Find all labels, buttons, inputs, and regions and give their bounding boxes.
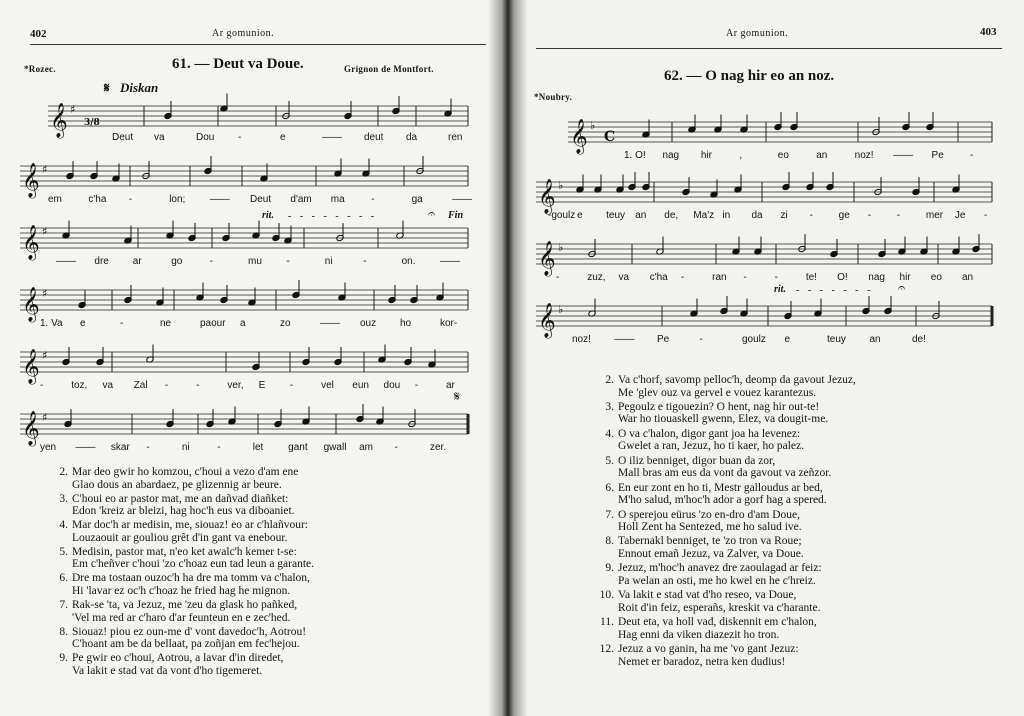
- lyric-syllable: goulz: [742, 334, 766, 345]
- fin-marking: Fin: [448, 210, 464, 221]
- lyric-syllable: skar: [110, 442, 130, 453]
- lyric-syllable: ne: [160, 318, 172, 329]
- lyric-syllable: Deut: [250, 194, 272, 205]
- stanza-line: [50, 652, 283, 665]
- stanza-line: [596, 643, 799, 656]
- tune-name: *Noubry.: [534, 92, 573, 102]
- header-rule: [30, 44, 486, 45]
- lyric-syllable: ——: [452, 194, 472, 205]
- stanza-line: Pa welan an osti, me ho kwel en he c'hreiz.: [618, 574, 816, 587]
- lyric-syllable: zer.: [430, 442, 447, 453]
- stanza: [50, 626, 306, 651]
- stanza: [596, 482, 827, 507]
- stanza-text: Jezuz a vo ganin, ha me 'vo gant Jezuz:: [618, 643, 799, 655]
- lyric-syllable: ver,: [227, 380, 244, 391]
- sharp-icon: ♯: [70, 103, 76, 116]
- lyric-syllable: an: [635, 210, 647, 221]
- music-staff-2: [20, 160, 468, 196]
- lyric-syllable: dre: [94, 256, 109, 267]
- music-staff-6: [20, 408, 468, 444]
- stanza-number: 9.: [59, 652, 68, 665]
- stanza-line: [50, 626, 306, 639]
- stanza-number: 10.: [599, 589, 614, 602]
- stanza-line: [596, 482, 827, 495]
- stanza-text: Va c'horf, savomp pelloc'h, deomp da gavout Jezuz,: [618, 374, 856, 386]
- stanza-number: 2.: [605, 374, 614, 386]
- stanza-line: [50, 599, 297, 612]
- lyric-syllable: lon;: [169, 194, 186, 205]
- lyric-syllable: ouz: [360, 318, 377, 329]
- lyric-syllable: gwall: [323, 442, 347, 453]
- stanza: [596, 455, 831, 480]
- sharp-icon: ♯: [42, 225, 48, 238]
- lyric-syllable: kor-: [440, 318, 458, 329]
- stanza-line: Mall bras am eus da vont da gavout va zeñzor.: [618, 467, 832, 480]
- lyric-syllable: let: [252, 442, 264, 453]
- stanza-line: War ho tiouaskell gwenn, Elez, va dougit-me.: [618, 413, 829, 426]
- lyric-syllable: am: [359, 442, 373, 453]
- lyric-syllable: Deut: [112, 132, 134, 143]
- lyric-syllable: da: [406, 132, 418, 143]
- lyric-syllable: -: [774, 272, 778, 283]
- lyric-syllable: de,: [664, 210, 679, 221]
- lyric-syllable: 1. O!: [624, 150, 646, 161]
- stanza-line: 'Vel ma red ar c'haro d'ar feunteun en e zec'hed.: [72, 611, 291, 624]
- lyric-syllable: ——: [320, 318, 340, 329]
- stanza-number: 3.: [59, 492, 68, 505]
- lyric-syllable: ——: [440, 256, 460, 267]
- stanza-text: Tabernakl benniget, te 'zo tron va Roue;: [618, 535, 802, 548]
- sharp-icon: ♯: [42, 163, 48, 176]
- lyric-syllable: -: [699, 334, 703, 345]
- lyric-syllable: -goulz: [548, 210, 576, 221]
- lyric-syllable: dou: [383, 380, 401, 391]
- lyric-syllable: -: [146, 442, 150, 453]
- stanza: [50, 493, 295, 518]
- stanza-line: [596, 562, 822, 575]
- treble-clef-icon: 𝄞: [570, 119, 588, 154]
- lyric-syllable: on.: [401, 256, 416, 267]
- lyric-syllable: nag: [868, 272, 885, 283]
- stanza-line: [596, 589, 820, 602]
- stanza-number: 8.: [59, 625, 68, 638]
- lyric-syllable: ——: [893, 150, 914, 161]
- lyric-syllable: noz!: [854, 150, 874, 161]
- lyric-syllable: paour: [200, 318, 226, 329]
- lyric-syllable: Pe: [931, 150, 944, 161]
- treble-clef-icon: 𝄞: [22, 225, 40, 260]
- stanza-text: Rak-se 'ta, va Jezuz, me 'zeu da glask ho pañked,: [72, 599, 298, 611]
- lyric-syllable: ga: [411, 194, 423, 205]
- lyric-syllable: ——: [75, 442, 96, 453]
- stanza-text: O iliz benniget, digor buan da zor,: [618, 454, 776, 467]
- lyric-syllable: eo: [930, 272, 942, 283]
- stanza-line: [596, 374, 856, 387]
- music-staff-1: [48, 100, 468, 136]
- lyric-syllable: e: [80, 318, 86, 329]
- lyric-syllable: -: [809, 210, 813, 221]
- stanza-text: Va lakit e stad vat d'ho reseo, va Doue,: [618, 589, 797, 602]
- stanza-line: [50, 466, 298, 479]
- segno-icon: 𝄋: [454, 390, 461, 405]
- lyric-syllable: vel: [321, 380, 334, 391]
- lyric-syllable: em: [48, 194, 62, 205]
- music-staff-2: [536, 176, 992, 212]
- lyric-syllable: mer: [925, 210, 944, 221]
- stanza-line: [50, 519, 308, 532]
- stanza-text: O va c'halon, digor gant joa ha levenez:: [618, 427, 801, 440]
- lyric-syllable: va: [618, 272, 630, 283]
- lyric-syllable: gant: [288, 442, 308, 453]
- lyric-syllable: -: [680, 272, 685, 283]
- lyric-syllable: ar: [132, 256, 142, 267]
- lyric-syllable: Pe: [657, 334, 670, 345]
- time-signature: 3/8: [84, 118, 100, 128]
- lyric-syllable: d'am: [290, 194, 312, 205]
- lyric-syllable: zuz,: [587, 272, 606, 283]
- lyric-syllable: yen: [40, 442, 57, 453]
- rit-dashes: - - - - - - -: [796, 285, 874, 296]
- lyric-syllable: noz!: [572, 334, 591, 345]
- stanza: [596, 509, 802, 534]
- stanza-number: 8.: [605, 535, 614, 548]
- music-staff-5: [20, 346, 468, 382]
- header-rule: [536, 48, 1002, 49]
- stanza-line: Edon 'kreiz ar bleizi, hag hoc'h eus va diboaniet.: [72, 505, 295, 518]
- segno-icon: 𝄋: [104, 80, 110, 95]
- stanza-line: [596, 428, 804, 441]
- stanza-line: Va lakit e stad vat da vont d'ho tigemeret.: [72, 664, 263, 677]
- lyric-syllable: e: [784, 334, 791, 345]
- treble-clef-icon: 𝄞: [22, 349, 40, 384]
- lyric-syllable: ——: [209, 194, 230, 205]
- hymn-title: 61. — Deut va Doue.: [172, 56, 304, 72]
- lyric-syllable: -: [556, 272, 560, 283]
- lyric-syllable: c'ha: [88, 194, 107, 205]
- lyric-syllable: -: [128, 194, 133, 205]
- stanza-number: 7.: [605, 508, 614, 521]
- stanza-number: 9.: [605, 562, 614, 575]
- lyric-syllable: -: [120, 318, 124, 329]
- lyric-syllable: -: [896, 210, 901, 221]
- stanza-text: En eur zont en ho ti, Mestr galloudus ar bed,: [618, 481, 823, 494]
- lyric-syllable: -: [414, 380, 419, 391]
- lyric-syllable: zi: [780, 210, 788, 221]
- lyric-syllable: -: [970, 150, 974, 161]
- hymn-title: 62. — O nag hir eo an noz.: [664, 68, 835, 84]
- lyric-syllable: -: [371, 194, 375, 205]
- lyric-syllable: te!: [805, 272, 817, 283]
- stanza-number: 3.: [605, 400, 614, 413]
- page-number: 403: [980, 26, 997, 38]
- lyric-syllable: ren: [448, 132, 463, 143]
- lyric-syllable: c'ha: [649, 272, 668, 283]
- lyric-syllable: ar: [446, 380, 455, 391]
- rit-marking: rit.: [774, 284, 786, 295]
- lyric-syllable: nag: [662, 150, 680, 161]
- fermata-icon: 𝄐: [898, 280, 906, 295]
- stanza-number: 4.: [59, 519, 68, 532]
- stanza-line: Glao dous an abardaez, pe glizennig ar beure.: [72, 478, 282, 491]
- stanza: [596, 374, 856, 399]
- lyric-syllable: -: [984, 210, 988, 221]
- lyric-syllable: eo: [777, 150, 789, 161]
- lyric-syllable: -: [40, 380, 44, 391]
- page-number: 402: [30, 28, 47, 40]
- lyric-syllable: -: [164, 380, 169, 391]
- lyric-syllable: mu: [248, 256, 262, 267]
- music-staff-3: [536, 238, 992, 274]
- lyric-syllable: E: [258, 380, 266, 391]
- time-signature: C: [604, 129, 616, 145]
- stanza-text: Mar deo gwir ho komzou, c'houi a vezo d'am ene: [72, 466, 299, 478]
- lyric-syllable: Zal: [133, 380, 148, 391]
- lyric-syllable: ——: [614, 334, 635, 345]
- rit-marking: rit.: [262, 210, 274, 221]
- stanza-line: Roit d'in feiz, esperañs, kreskit va c'harante.: [618, 601, 821, 614]
- lyric-syllable: -: [196, 380, 200, 391]
- stanza-text: Deut eta, va holl vad, diskennit em c'halon,: [618, 616, 817, 629]
- stanza: [596, 535, 804, 560]
- stanza: [596, 616, 817, 641]
- stanza-number: 2.: [59, 466, 68, 478]
- lyric-syllable: ho: [400, 318, 412, 329]
- stanza: [50, 519, 308, 544]
- stanza-line: Louzaouit ar gouliou grêt d'in gant va enebour.: [72, 531, 288, 544]
- book-gutter: [488, 0, 528, 716]
- lyric-syllable: e: [577, 210, 583, 221]
- stanza-line: Me 'glev ouz va gervel e vouez karantezus.: [618, 386, 817, 399]
- stanza-line: Gwelet a ran, Jezuz, ho ti kaer, ho palez.: [618, 440, 805, 453]
- lyric-syllable: O!: [837, 272, 848, 283]
- stanza-line: C'hoant am be da bellaat, pa zoñjan em fec'hejou.: [72, 638, 300, 651]
- lyric-syllable: -: [363, 256, 367, 267]
- lyric-syllable: Dou: [196, 132, 215, 143]
- lyric-syllable: -: [238, 132, 242, 143]
- lyric-syllable: de!: [912, 334, 926, 345]
- lyric-syllable: eun: [352, 380, 369, 391]
- music-staff-1: [568, 116, 992, 152]
- stanza-line: [50, 546, 314, 559]
- lyric-syllable: deut: [364, 132, 384, 143]
- flat-icon: ♭: [558, 303, 564, 316]
- fermata-icon: 𝄐: [428, 206, 436, 221]
- stanza-line: [596, 401, 828, 414]
- stanza-text: Medisin, pastor mat, n'eo ket awalc'h kemer t-se:: [72, 545, 297, 558]
- lyric-syllable: Je: [954, 210, 966, 221]
- stanza-text: Pegoulz e tigouezin? O hent, nag hir out-te!: [618, 400, 820, 413]
- running-head: Ar gomunion.: [726, 28, 789, 39]
- stanza-text: Dre ma tostaan ouzoc'h ha dre ma tomm va c'halon,: [72, 572, 310, 585]
- lyric-syllable: a: [240, 318, 246, 329]
- stanza-line: Hag enni da viken diazezit ho tron.: [618, 628, 780, 641]
- lyric-syllable: ge: [838, 210, 850, 221]
- stanza-line: Nemet er baradoz, netra ken dudius!: [618, 655, 786, 668]
- lyric-syllable: -: [217, 442, 221, 453]
- flat-icon: ♭: [558, 179, 564, 192]
- lyric-syllable: va: [154, 132, 165, 143]
- stanza-number: 4.: [605, 427, 614, 440]
- sharp-icon: ♯: [42, 411, 48, 424]
- diskan-label: Diskan: [120, 80, 159, 95]
- stanza-line: [596, 535, 804, 548]
- lyric-syllable: e: [280, 132, 286, 143]
- music-staff-4: [536, 300, 992, 336]
- lyric-syllable: teuy: [827, 334, 846, 345]
- lyric-syllable: ran: [712, 272, 727, 283]
- flat-icon: ♭: [558, 241, 564, 254]
- stanza-text: O sperejou eürus 'zo en-dro d'am Doue,: [618, 508, 801, 521]
- treble-clef-icon: 𝄞: [22, 163, 40, 198]
- lyric-syllable: ma: [330, 194, 345, 205]
- treble-clef-icon: 𝄞: [538, 303, 556, 338]
- stanza: [50, 466, 298, 491]
- stanza-number: 11.: [600, 616, 614, 629]
- stanza: [596, 428, 804, 453]
- stanza-line: Hi 'lavar ez oc'h c'hoaz he fried hag he mignon.: [72, 584, 291, 597]
- stanza-text: Mar doc'h ar medisin, me, siouaz! eo ar c'hlañvour:: [72, 519, 308, 532]
- stanza-line: [50, 493, 295, 506]
- lyric-syllable: va: [102, 380, 114, 391]
- lyric-syllable: an: [869, 334, 881, 345]
- stanza-line: [50, 572, 310, 585]
- rit-dashes: - - - - - - - -: [288, 211, 378, 222]
- lyric-syllable: in: [722, 210, 731, 221]
- music-staff-4: [20, 284, 468, 320]
- sharp-icon: ♯: [42, 287, 48, 300]
- stanza: [596, 401, 828, 426]
- stanza-line: [596, 616, 817, 629]
- lyric-syllable: go: [171, 256, 183, 267]
- lyric-syllable: ——: [56, 256, 76, 267]
- stanza: [596, 643, 799, 668]
- stanza: [50, 572, 310, 597]
- lyric-syllable: 1. Va: [40, 318, 63, 329]
- lyric-syllable: -: [394, 442, 398, 453]
- stanza-text: Siouaz! piou ez oun-me d' vont davedoc'h, Aotrou!: [72, 625, 307, 638]
- lyric-syllable: hir: [899, 272, 911, 283]
- lyric-syllable: zo: [280, 318, 291, 329]
- stanza-number: 6.: [59, 572, 68, 585]
- lyric-syllable: -: [743, 272, 747, 283]
- stanza-line: M'ho salud, m'hoc'h ador a gorf hag a spered.: [618, 494, 827, 507]
- lyric-syllable: an: [962, 272, 974, 283]
- tune-name: *Rozec.: [24, 64, 56, 74]
- stanza: [50, 546, 314, 571]
- lyric-syllable: toz,: [71, 380, 88, 391]
- lyric-syllable: da: [751, 210, 763, 221]
- stanza-line: Ennout emañ Jezuz, va Zalver, va Doue.: [618, 547, 804, 560]
- treble-clef-icon: 𝄞: [50, 103, 68, 138]
- stanza-number: 7.: [59, 599, 68, 611]
- lyric-syllable: an: [816, 150, 828, 161]
- sharp-icon: ♯: [42, 349, 48, 362]
- stanza: [596, 589, 820, 614]
- lyric-syllable: -: [289, 380, 294, 391]
- lyric-syllable: ,: [739, 150, 743, 161]
- lyric-syllable: -: [286, 256, 290, 267]
- stanza-line: [596, 455, 831, 468]
- stanza-text: Pe gwir eo c'houi, Aotrou, a lavar d'in diredet,: [72, 652, 284, 665]
- lyric-syllable: teuy: [606, 210, 626, 221]
- treble-clef-icon: 𝄞: [22, 411, 40, 446]
- stanza-line: Holl Zent ha Sentezed, me ho salud ive.: [618, 521, 802, 534]
- lyric-syllable: Ma'z: [693, 210, 715, 221]
- stanza: [596, 562, 822, 587]
- lyric-syllable: -: [867, 210, 872, 221]
- treble-clef-icon: 𝄞: [22, 287, 40, 322]
- treble-clef-icon: 𝄞: [538, 241, 556, 276]
- lyric-syllable: -: [209, 256, 213, 267]
- hymn-author: Grignon de Montfort.: [344, 64, 434, 74]
- stanza-number: 5.: [59, 545, 68, 558]
- stanza-number: 12.: [599, 643, 614, 655]
- lyric-syllable: ni: [181, 442, 190, 453]
- treble-clef-icon: 𝄞: [538, 179, 556, 214]
- stanza-line: [596, 509, 802, 522]
- music-staff-3: [20, 222, 468, 258]
- stanza-line: Em c'heñver c'houi 'zo c'hoaz eun tad leun a garante.: [72, 558, 315, 571]
- right-page: [512, 0, 1024, 716]
- stanza-text: C'houi eo ar pastor mat, me an dañvad diañket:: [72, 492, 289, 505]
- stanza-number: 5.: [605, 454, 614, 467]
- stanza-number: 6.: [605, 481, 614, 494]
- lyric-syllable: hir: [700, 150, 712, 161]
- stanza: [50, 599, 297, 624]
- lyric-syllable: ni: [324, 256, 333, 267]
- flat-icon: ♭: [590, 119, 596, 132]
- lyric-syllable: ——: [322, 132, 342, 143]
- running-head: Ar gomunion.: [212, 28, 275, 39]
- stanza: [50, 652, 283, 677]
- stanza-text: Jezuz, m'hoc'h anavez dre zaoulagad ar feiz:: [618, 562, 822, 575]
